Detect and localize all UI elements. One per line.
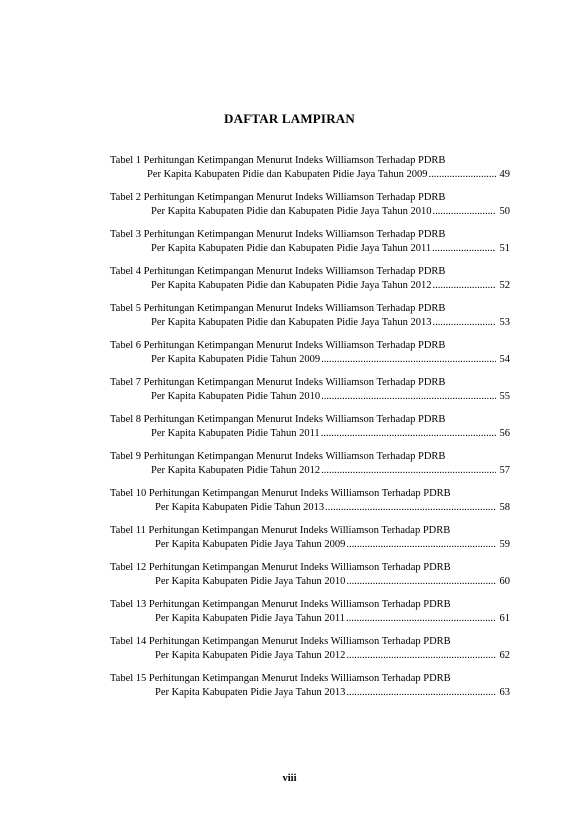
entry-page: 62: [499, 650, 510, 661]
entry-page: 58: [499, 502, 510, 513]
entry-page: 61: [499, 613, 510, 624]
list-item: [110, 598, 510, 626]
entry-subtitle: Per Kapita Kabupaten Pidie Tahun 2009: [151, 354, 321, 365]
list-item: [110, 154, 510, 182]
dot-leader: [432, 205, 495, 219]
page-number: viii: [282, 773, 297, 784]
entry-subtitle: Per Kapita Kabupaten Pidie Jaya Tahun 2013: [155, 687, 346, 698]
list-item: [110, 487, 510, 515]
entry-label: Tabel 12 Perhitungan Ketimpangan Menurut Indeks Williamson Terhadap PDRB: [110, 562, 451, 573]
list-item: [110, 191, 510, 219]
list-item: [110, 672, 510, 700]
list-item: [110, 561, 510, 589]
dot-leader: [346, 538, 495, 552]
dot-leader: [321, 390, 495, 404]
entry-label: Tabel 7 Perhitungan Ketimpangan Menurut Indeks Williamson Terhadap PDRB: [110, 377, 446, 388]
dot-leader: [321, 464, 495, 478]
entry-page: 59: [499, 539, 510, 550]
entry-page: 55: [499, 391, 510, 402]
dot-leader: [432, 316, 495, 330]
entry-label: Tabel 14 Perhitungan Ketimpangan Menurut Indeks Williamson Terhadap PDRB: [110, 636, 451, 647]
entry-subtitle: Per Kapita Kabupaten Pidie Tahun 2013: [155, 502, 325, 513]
entry-subtitle: Per Kapita Kabupaten Pidie Tahun 2010: [151, 391, 321, 402]
entry-page: 50: [499, 206, 510, 217]
entry-subtitle: Per Kapita Kabupaten Pidie Jaya Tahun 2009: [155, 539, 346, 550]
entry-subtitle: Per Kapita Kabupaten Pidie Tahun 2012: [151, 465, 321, 476]
dot-leader: [321, 427, 496, 441]
list-item: [110, 376, 510, 404]
entry-label: Tabel 15 Perhitungan Ketimpangan Menurut Indeks Williamson Terhadap PDRB: [110, 673, 451, 684]
dot-leader: [346, 649, 495, 663]
dot-leader: [428, 168, 495, 182]
entry-subtitle: Per Kapita Kabupaten Pidie dan Kabupaten Pidie Jaya Tahun 2013: [151, 317, 432, 328]
entry-subtitle: Per Kapita Kabupaten Pidie Jaya Tahun 2011: [155, 613, 345, 624]
entry-page: 60: [499, 576, 510, 587]
entry-page: 52: [499, 280, 510, 291]
entry-subtitle: Per Kapita Kabupaten Pidie dan Kabupaten Pidie Jaya Tahun 2011: [151, 243, 432, 254]
dot-leader: [346, 612, 496, 626]
entry-label: Tabel 2 Perhitungan Ketimpangan Menurut Indeks Williamson Terhadap PDRB: [110, 192, 446, 203]
dot-leader: [346, 575, 495, 589]
entry-page: 53: [499, 317, 510, 328]
entry-label: Tabel 5 Perhitungan Ketimpangan Menurut Indeks Williamson Terhadap PDRB: [110, 303, 446, 314]
page-title: DAFTAR LAMPIRAN: [224, 111, 355, 126]
entry-label: Tabel 10 Perhitungan Ketimpangan Menurut Indeks Williamson Terhadap PDRB: [110, 488, 451, 499]
list-item: [110, 524, 510, 552]
entry-label: Tabel 3 Perhitungan Ketimpangan Menurut Indeks Williamson Terhadap PDRB: [110, 229, 446, 240]
entry-label: Tabel 1 Perhitungan Ketimpangan Menurut Indeks Williamson Terhadap PDRB: [110, 155, 446, 166]
entry-label: Tabel 6 Perhitungan Ketimpangan Menurut Indeks Williamson Terhadap PDRB: [110, 340, 446, 351]
entry-subtitle: Per Kapita Kabupaten Pidie dan Kabupaten Pidie Jaya Tahun 2009: [147, 169, 428, 180]
entry-page: 51: [499, 243, 510, 254]
entry-label: Tabel 9 Perhitungan Ketimpangan Menurut Indeks Williamson Terhadap PDRB: [110, 451, 446, 462]
list-item: [110, 228, 510, 256]
list-item: [110, 265, 510, 293]
entry-subtitle: Per Kapita Kabupaten Pidie dan Kabupaten Pidie Jaya Tahun 2012: [151, 280, 432, 291]
entry-page: 57: [499, 465, 510, 476]
dot-leader: [432, 242, 495, 256]
list-item: [110, 413, 510, 441]
entry-label: Tabel 11 Perhitungan Ketimpangan Menurut Indeks Williamson Terhadap PDRB: [110, 525, 451, 536]
entry-label: Tabel 4 Perhitungan Ketimpangan Menurut Indeks Williamson Terhadap PDRB: [110, 266, 446, 277]
list-item: [110, 635, 510, 663]
dot-leader: [321, 353, 495, 367]
entry-subtitle: Per Kapita Kabupaten Pidie Jaya Tahun 2012: [155, 650, 346, 661]
list-item: [110, 339, 510, 367]
entry-page: 56: [499, 428, 510, 439]
entry-label: Tabel 8 Perhitungan Ketimpangan Menurut Indeks Williamson Terhadap PDRB: [110, 414, 446, 425]
entry-page: 49: [499, 169, 510, 180]
dot-leader: [346, 686, 495, 700]
entry-page: 63: [499, 687, 510, 698]
entry-subtitle: Per Kapita Kabupaten Pidie Tahun 2011: [151, 428, 320, 439]
list-item: [110, 450, 510, 478]
list-item: [110, 302, 510, 330]
entry-page: 54: [499, 354, 510, 365]
entry-subtitle: Per Kapita Kabupaten Pidie Jaya Tahun 2010: [155, 576, 346, 587]
entry-label: Tabel 13 Perhitungan Ketimpangan Menurut Indeks Williamson Terhadap PDRB: [110, 599, 451, 610]
dot-leader: [325, 501, 495, 515]
appendix-list: [110, 154, 510, 709]
entry-subtitle: Per Kapita Kabupaten Pidie dan Kabupaten Pidie Jaya Tahun 2010: [151, 206, 432, 217]
dot-leader: [432, 279, 495, 293]
